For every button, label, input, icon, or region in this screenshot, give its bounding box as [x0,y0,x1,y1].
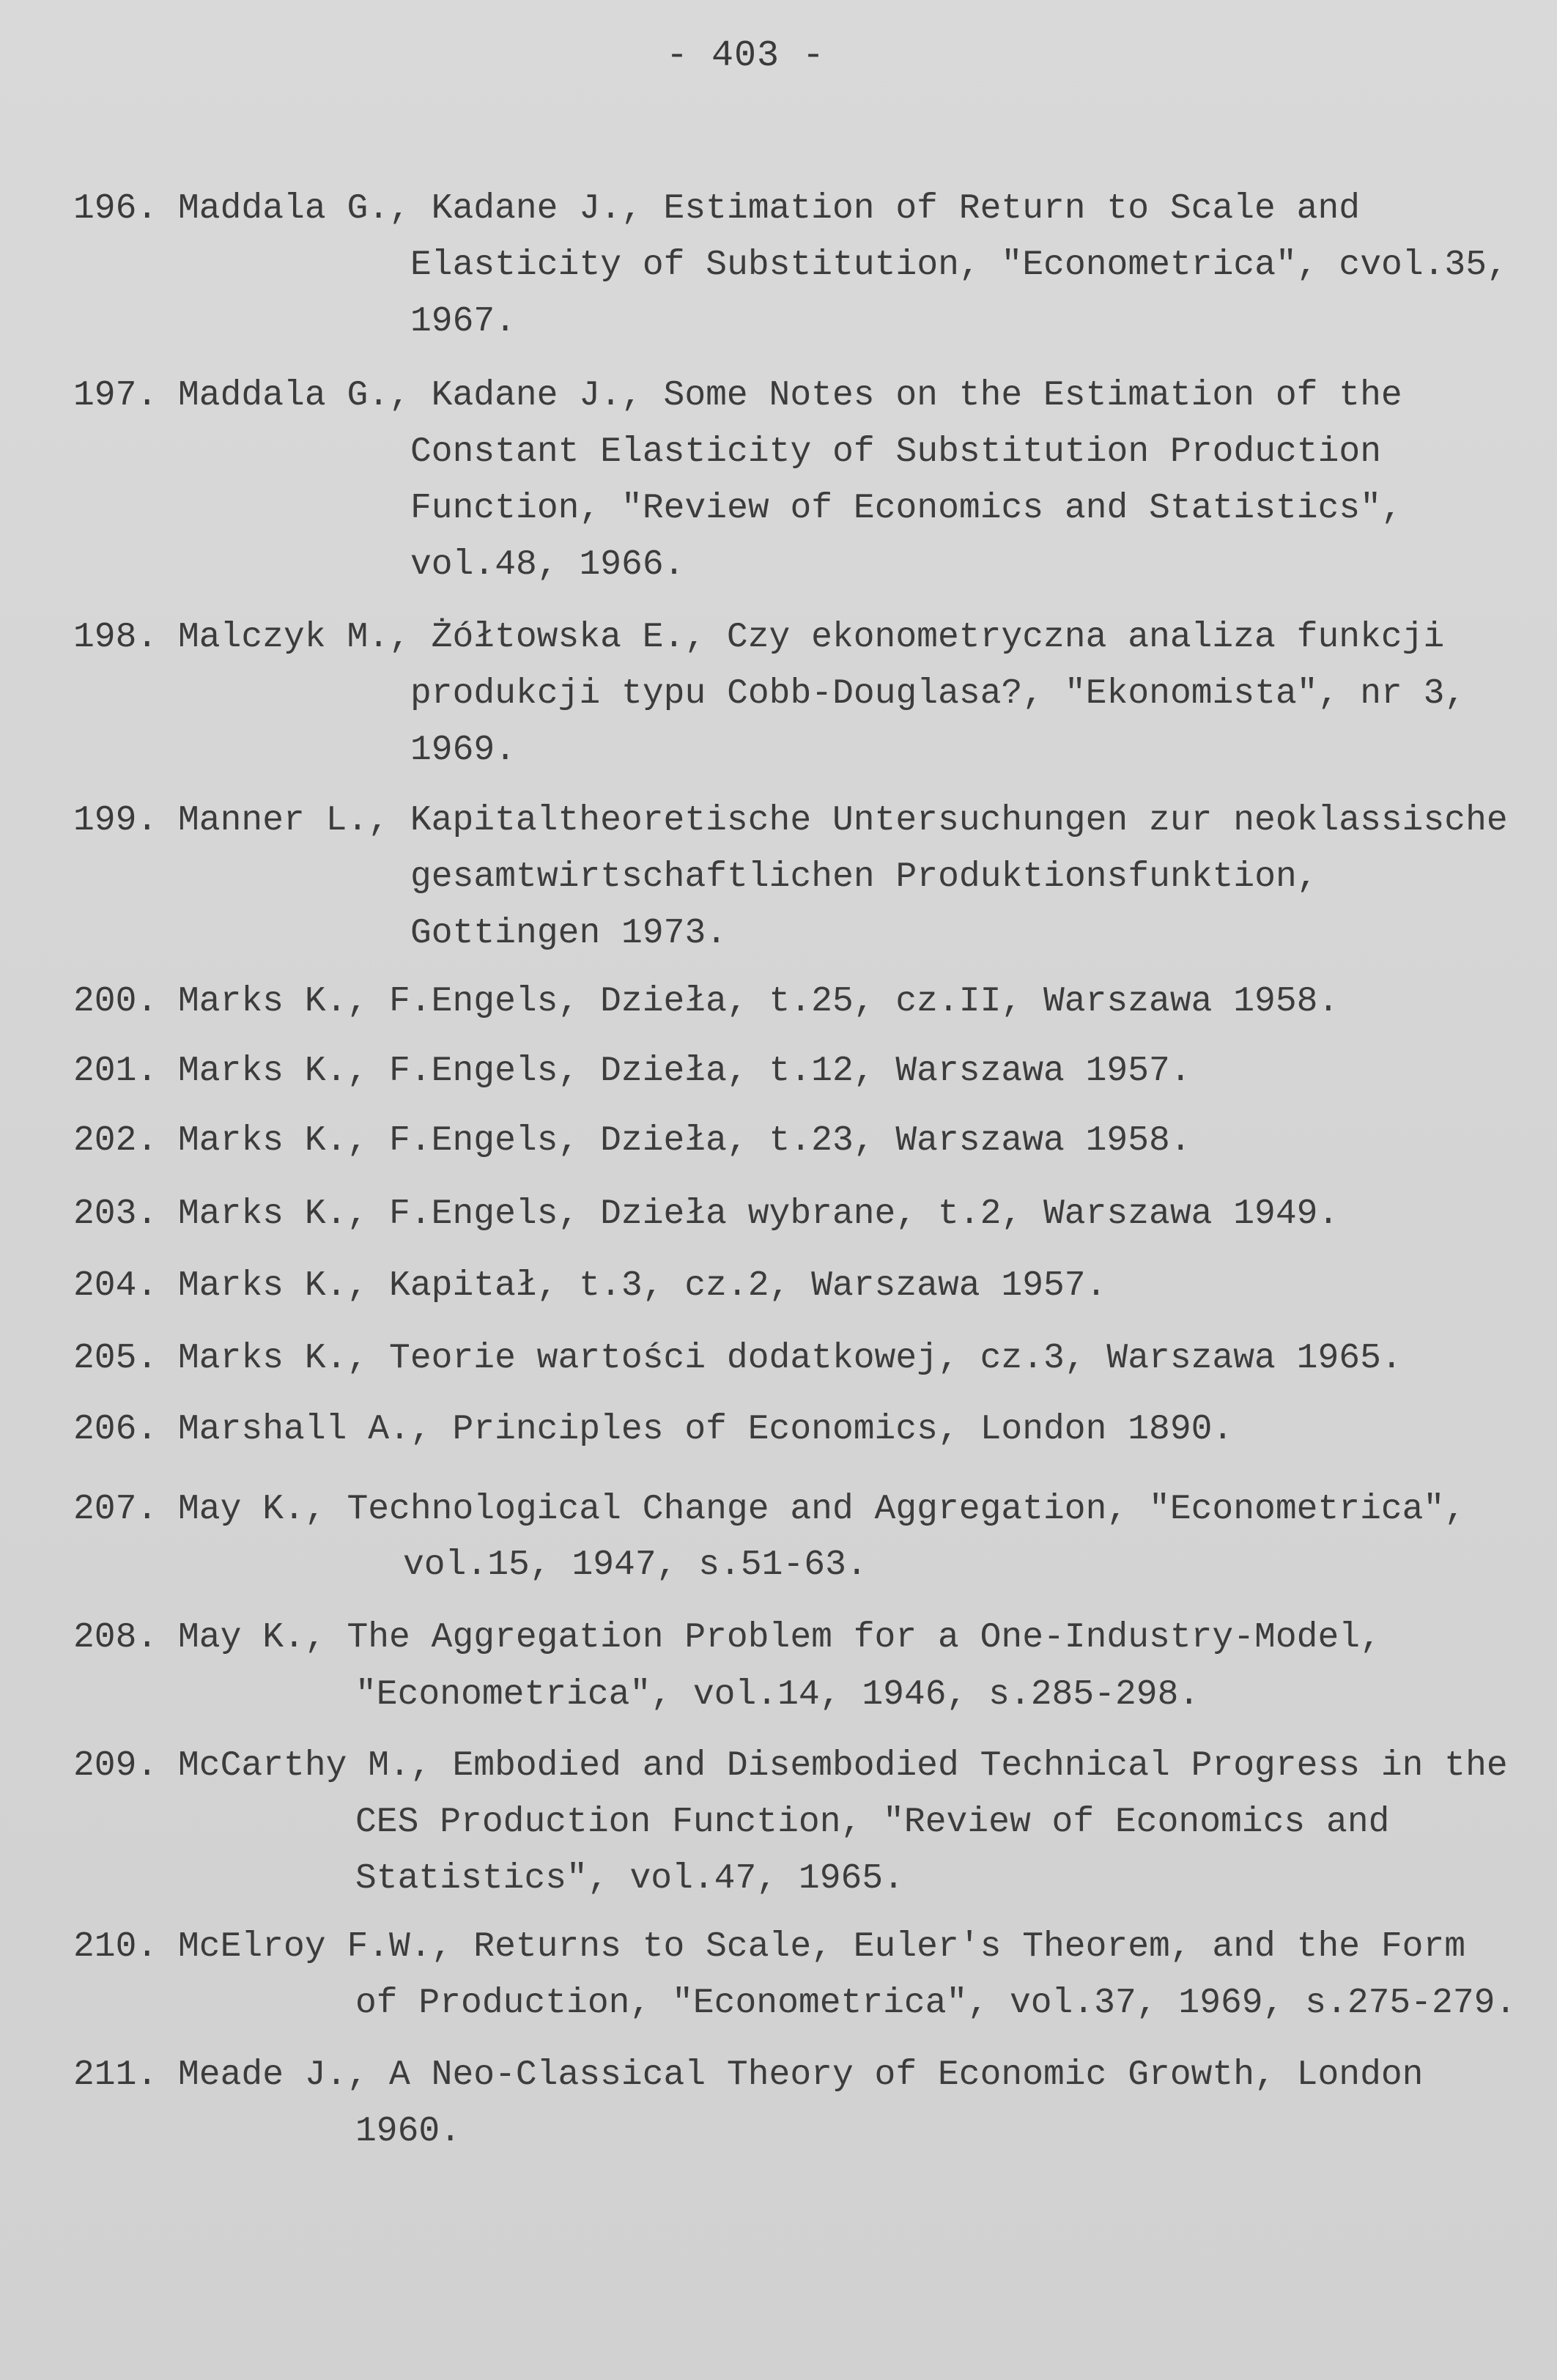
entry-text-line: McCarthy M., Embodied and Disembodied Technical Progress in the [178,1746,1508,1786]
entry-text-line: vol.15, 1947, s.51-63. [403,1545,868,1585]
page-number: - 403 - [665,35,826,77]
entry-text-line: Marks K., F.Engels, Dzieła, t.25, cz.II, Warszawa 1958. [178,982,1339,1021]
entry-number: 202. [73,1121,158,1161]
entry-text-line: May K., Technological Change and Aggregation, "Econometrica", [178,1490,1466,1529]
entry-text-line: Marks K., F.Engels, Dzieła, t.12, Warszawa 1957. [178,1052,1191,1091]
entry-text-line: Malczyk M., Żółtowska E., Czy ekonometryczna analiza funkcji [178,618,1445,657]
entry-number: 199. [73,801,158,840]
entry-text-line: vol.48, 1966. [410,545,685,585]
entry-text-line: Marks K., F.Engels, Dzieła wybrane, t.2, Warszawa 1949. [178,1194,1339,1234]
entry-text-line: Function, "Review of Economics and Statistics", [410,489,1402,528]
entry-number: 196. [73,189,158,229]
entry-text-line: 1969. [410,731,517,770]
entry-text-line: Marks K., Kapitał, t.3, cz.2, Warszawa 1957. [178,1266,1107,1306]
entry-text-line: produkcji typu Cobb-Douglasa?, "Ekonomista", nr 3, [410,674,1466,714]
entry-number: 207. [73,1490,158,1529]
entry-text-line: May K., The Aggregation Problem for a One-Industry-Model, [178,1618,1381,1658]
entry-text-line: 1960. [355,2112,462,2151]
entry-text-line: 1967. [410,302,517,341]
entry-number: 211. [73,2055,158,2095]
entry-number: 205. [73,1339,158,1378]
entry-text-line: McElroy F.W., Returns to Scale, Euler's Theorem, and the Form [178,1927,1466,1967]
entry-number: 206. [73,1410,158,1449]
entry-text-line: CES Production Function, "Review of Economics and [355,1803,1390,1842]
entry-text-line: "Econometrica", vol.14, 1946, s.285-298. [355,1675,1200,1715]
entry-text-line: Statistics", vol.47, 1965. [355,1859,904,1899]
entry-text-line: Marshall A., Principles of Economics, London 1890. [178,1410,1234,1449]
entry-number: 209. [73,1746,158,1786]
entry-number: 197. [73,376,158,415]
entry-text-line: Manner L., Kapitaltheoretische Untersuchungen zur neoklassische [178,801,1508,840]
entry-number: 203. [73,1194,158,1234]
entry-text-line: Maddala G., Kadane J., Some Notes on the Estimation of the [178,376,1402,415]
entry-text-line: Marks K., F.Engels, Dzieła, t.23, Warszawa 1958. [178,1121,1191,1161]
entry-number: 200. [73,982,158,1021]
entry-number: 198. [73,618,158,657]
entry-text-line: Gottingen 1973. [410,914,728,953]
entry-text-line: gesamtwirtschaftlichen Produktionsfunktion, [410,857,1318,897]
entry-text-line: Meade J., A Neo-Classical Theory of Economic Growth, London [178,2055,1424,2095]
entry-text-line: Constant Elasticity of Substitution Production [410,432,1382,472]
entry-number: 210. [73,1927,158,1967]
entry-text-line: Maddala G., Kadane J., Estimation of Return to Scale and [178,189,1361,229]
entry-number: 204. [73,1266,158,1306]
entry-number: 208. [73,1618,158,1658]
entry-text-line: of Production, "Econometrica", vol.37, 1969, s.275-279. [355,1984,1517,2023]
entry-text-line: Marks K., Teorie wartości dodatkowej, cz.3, Warszawa 1965. [178,1339,1402,1378]
entry-number: 201. [73,1052,158,1091]
entry-text-line: Elasticity of Substitution, "Econometrica", cvol.35, [410,245,1508,285]
